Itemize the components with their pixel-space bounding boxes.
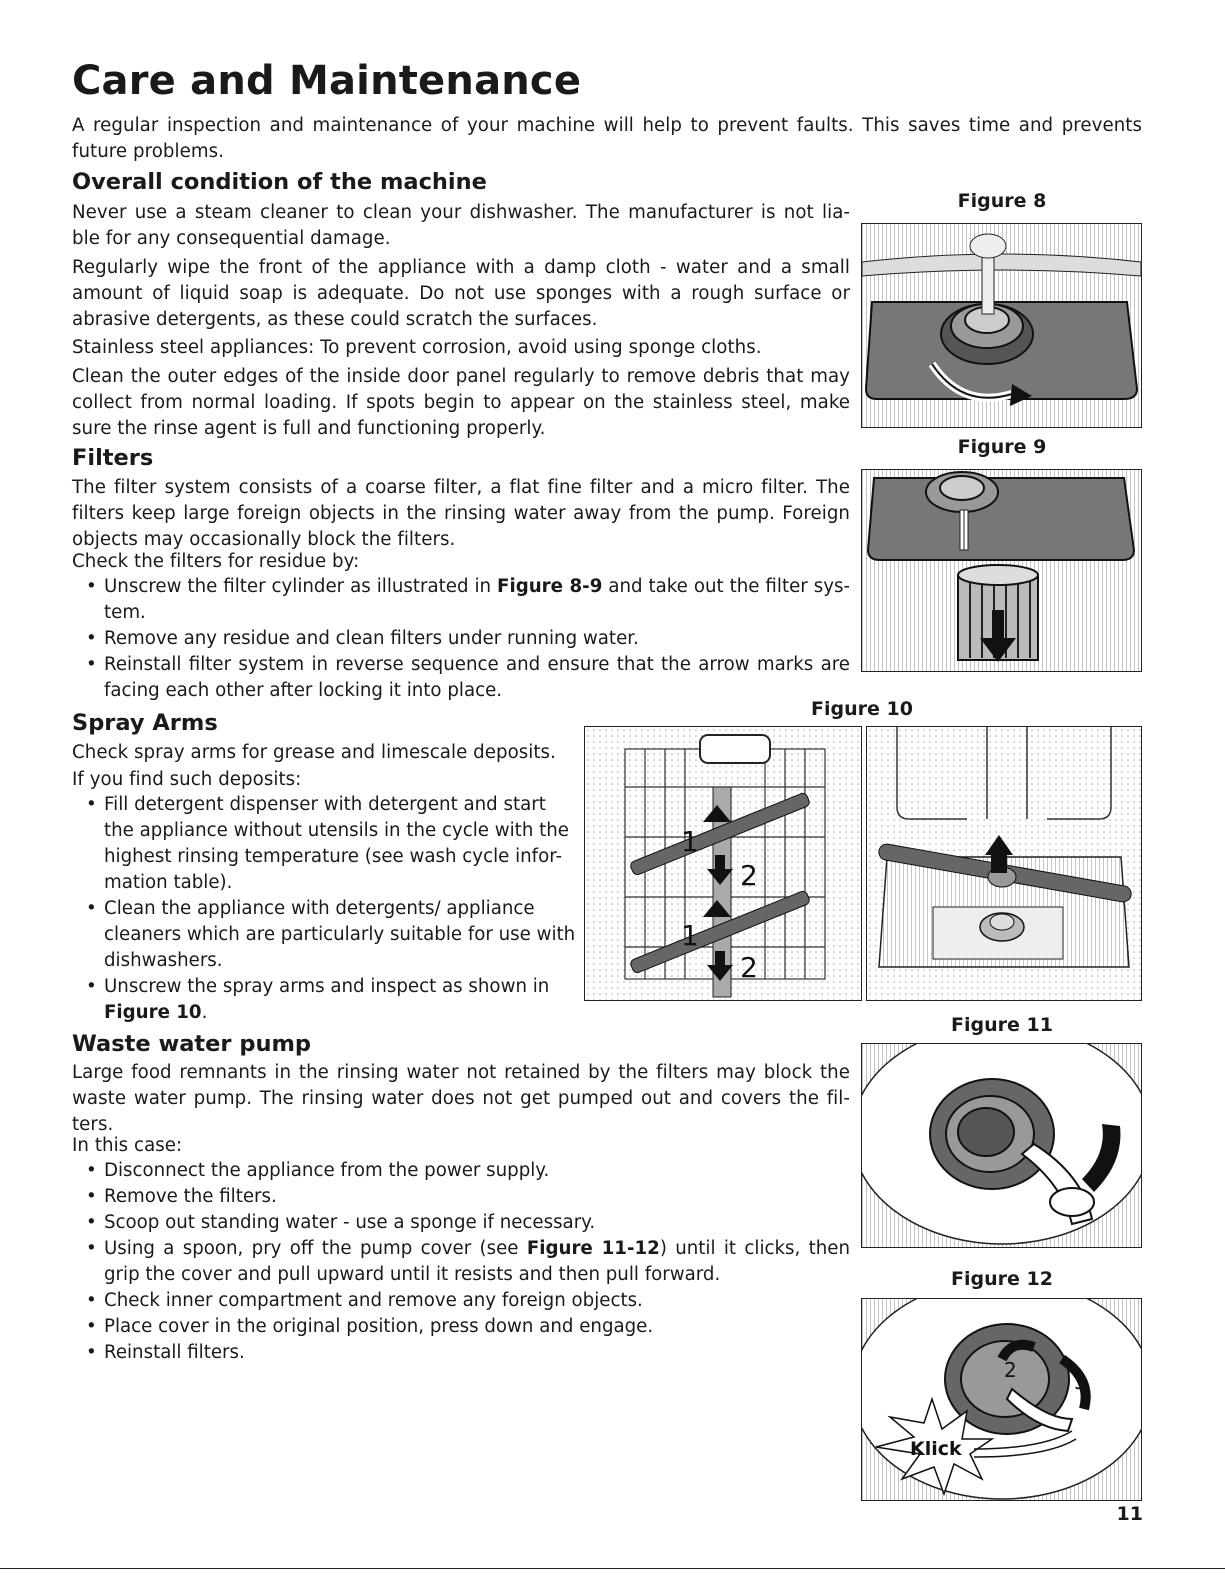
overall-paragraph-1: Never use a steam cleaner to clean your dishwasher. The manufacturer is not lia- ble for any consequential damage. xyxy=(72,202,850,249)
filters-paragraph-1: The filter system consists of a coarse filter, a flat fine filter and a micro filter. The filters keep large foreign objects in the rinsing water away from the pump. Foreign objects may occasionally block the filters. xyxy=(72,477,850,550)
list-item: • Unscrew the spray arms and inspect as shown in Figure 10. xyxy=(72,974,577,1026)
list-item: • Remove any residue and clean filters under running water. xyxy=(72,626,850,652)
figure-8-caption: Figure 8 xyxy=(957,190,1047,212)
pump-paragraph-2: In this case: xyxy=(72,1135,183,1156)
figure-8-filter-illustration xyxy=(861,223,1142,428)
pump-steps-list xyxy=(72,1158,850,1366)
page-number: 11 xyxy=(1116,1503,1143,1525)
figure-10-caption: Figure 10 xyxy=(811,698,913,720)
section-heading-overall: Overall condition of the machine xyxy=(72,169,487,195)
section-heading-pump: Waste water pump xyxy=(72,1031,312,1057)
list-item: • Reinstall filters. xyxy=(72,1340,850,1366)
list-item: • Remove the filters. xyxy=(72,1184,850,1210)
figure-reference: Figure 8-9 xyxy=(497,576,603,597)
klick-label: Klick xyxy=(910,1438,962,1460)
list-item: • Fill detergent dispenser with detergent and start the appliance without utensils in the cycle with the highest rinsing temperature (see wash cycle infor- mation table). xyxy=(72,792,577,896)
filters-steps-list xyxy=(72,574,850,704)
figure-11-pump-cover-illustration xyxy=(861,1043,1142,1248)
pump-paragraph-1: Large food remnants in the rinsing water not retained by the filters may block the waste water pump. The rinsing water does not get pumped out and covers the fil- ters. xyxy=(72,1062,850,1135)
step-1-label-lower: 1 xyxy=(681,919,699,952)
step-1-label: 1 xyxy=(1090,1125,1103,1149)
list-item: • Reinstall filter system in reverse sequence and ensure that the arrow marks are facing each other after locking it into place. xyxy=(72,652,850,704)
figure-9-caption: Figure 9 xyxy=(957,436,1047,458)
list-item: • Scoop out standing water - use a sponge if necessary. xyxy=(72,1210,850,1236)
figure-reference: Figure 11-12 xyxy=(526,1238,660,1259)
figure-9-filter-illustration xyxy=(861,469,1142,672)
section-heading-spray-arms: Spray Arms xyxy=(72,710,218,736)
section-heading-filters: Filters xyxy=(72,445,154,471)
step-3-label: 3 xyxy=(1074,1370,1087,1394)
spray-paragraph-1: Check spray arms for grease and limescale deposits. xyxy=(72,742,556,763)
step-2-label-lower: 2 xyxy=(740,951,758,984)
figure-reference: Figure 10 xyxy=(104,1002,202,1023)
spray-steps-list xyxy=(72,792,577,1026)
list-item: • Clean the appliance with detergents/ appliance cleaners which are particularly suitable for use with dishwashers. xyxy=(72,896,577,974)
list-item: • Check inner compartment and remove any foreign objects. xyxy=(72,1288,850,1314)
list-item: • Unscrew the filter cylinder as illustrated in Figure 8-9 and take out the filter sys- tem. xyxy=(72,574,850,626)
overall-paragraph-2: Regularly wipe the front of the appliance with a damp cloth - water and a small amount of liquid soap is adequate. Do not use sponges with a rough surface or abrasive detergents, as these could scratch the surfaces. xyxy=(72,257,850,330)
filters-paragraph-2: Check the filters for residue by: xyxy=(72,551,360,572)
step-2-label: 2 xyxy=(1004,1358,1017,1382)
footer-rule xyxy=(0,1568,1225,1569)
figure-10-lower-spray-arm-illustration xyxy=(866,726,1142,1001)
list-item: • Using a spoon, pry off the pump cover (see Figure 11-12) until it clicks, then grip the cover and pull upward until it resists and then pull forward. xyxy=(72,1236,850,1288)
list-item: • Place cover in the original position, press down and engage. xyxy=(72,1314,850,1340)
overall-paragraph-3: Stainless steel appliances: To prevent corrosion, avoid using sponge cloths. xyxy=(72,337,762,358)
page-title: Care and Maintenance xyxy=(72,58,582,104)
list-item: • Disconnect the appliance from the power supply. xyxy=(72,1158,850,1184)
figure-12-pump-cover-click-illustration xyxy=(861,1298,1142,1501)
spray-paragraph-2: If you find such deposits: xyxy=(72,769,302,790)
figure-12-caption: Figure 12 xyxy=(951,1268,1053,1290)
step-1-label: 1 xyxy=(681,825,699,858)
figure-11-caption: Figure 11 xyxy=(951,1014,1053,1036)
overall-paragraph-4: Clean the outer edges of the inside door panel regularly to remove debris that may collect from normal loading. If spots begin to appear on the stainless steel, make sure the rinse agent is full and functioning properly. xyxy=(72,366,850,439)
intro-paragraph: A regular inspection and maintenance of your machine will help to prevent faults. This saves time and prevents future problems. xyxy=(72,115,1142,162)
figure-10-upper-rack-illustration xyxy=(584,726,862,1001)
step-2-label: 2 xyxy=(740,859,758,892)
